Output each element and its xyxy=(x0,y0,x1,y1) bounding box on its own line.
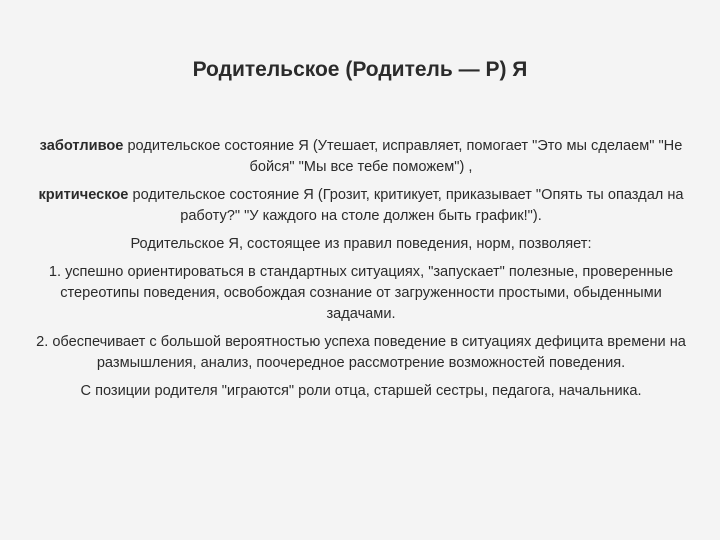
slide-body xyxy=(30,136,692,409)
paragraph-parent-intro: Родительское Я, состоящее из правил поведения, норм, позволяет: xyxy=(130,236,592,252)
paragraph-roles: С позиции родителя "играются" роли отца, старшей сестры, педагога, начальника. xyxy=(80,383,642,399)
critical-description: родительское состояние Я (Грозит, критикует, приказывает "Опять ты опаздал на работу?" "У каждого на столе должен быть график!"). xyxy=(128,187,684,224)
paragraph-critical-parent xyxy=(30,185,692,227)
critical-keyword: критическое xyxy=(38,187,129,203)
caring-description: родительское состояние Я (Утешает, исправляет, помогает "Это мы сделаем" "Не бойся" "Мы все тебе поможем") , xyxy=(123,138,683,175)
caring-keyword: заботливое xyxy=(39,138,124,154)
paragraph-caring-parent xyxy=(30,136,692,178)
slide-title: Родительское (Родитель — Р) Я xyxy=(192,58,528,81)
paragraph-item-2: 2. обеспечивает с большой вероятностью успеха поведение в ситуациях дефицита времени на размышления, анализ, поочередное рассмотрение возможностей поведения. xyxy=(36,334,686,371)
paragraph-item-1: 1. успешно ориентироваться в стандартных ситуациях, "запускает" полезные, проверенные стереотипы поведения, освобождая сознание от загруженности простыми, обыденными задачами. xyxy=(48,264,674,322)
